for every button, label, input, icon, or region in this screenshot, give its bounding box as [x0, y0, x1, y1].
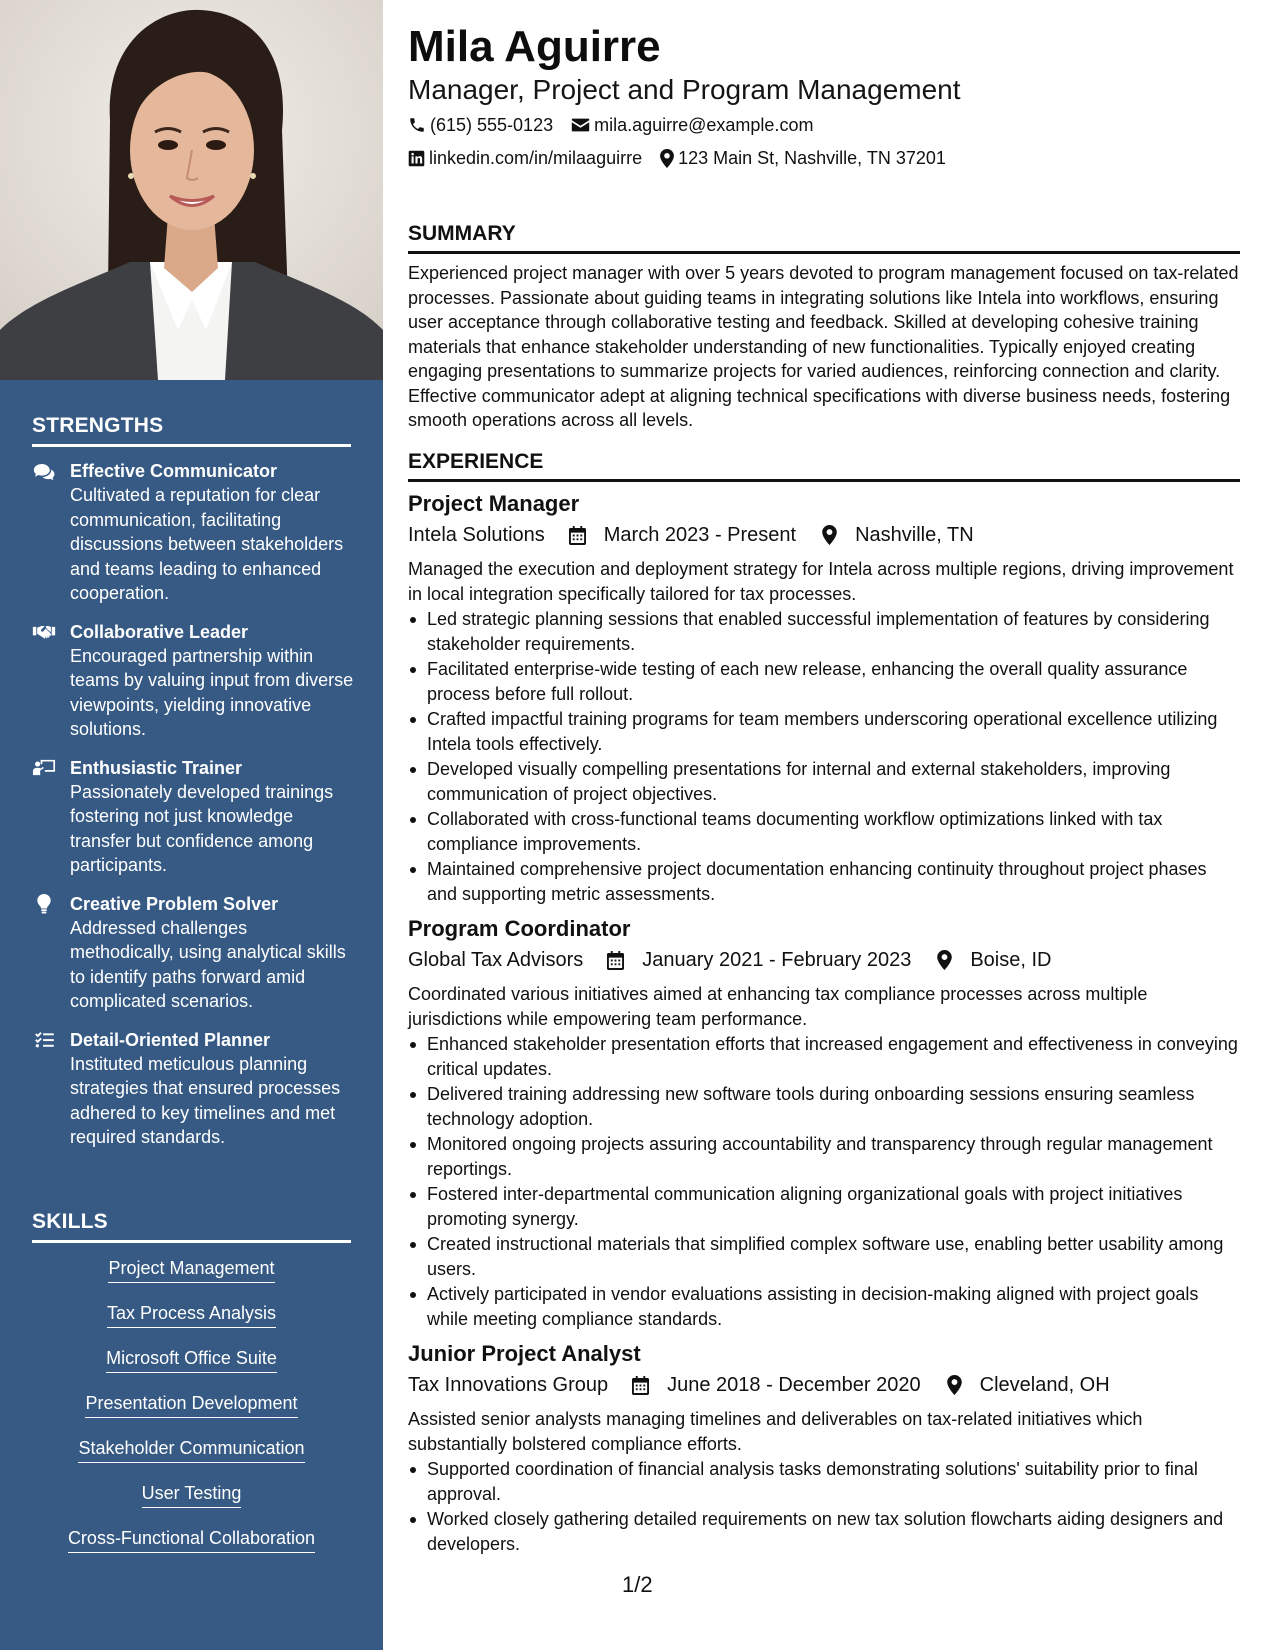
job-bullets — [408, 1032, 1240, 1331]
job-bullet: Created instructional materials that simplified complex software use, enabling better usability among users. — [408, 1232, 1240, 1281]
job-bullet: Monitored ongoing projects assuring accountability and transparency through regular management reportings. — [408, 1132, 1240, 1181]
strength-title: Detail-Oriented Planner — [70, 1029, 271, 1050]
address-item — [660, 148, 946, 169]
calendar-icon — [557, 526, 594, 545]
skill-item — [32, 1481, 351, 1526]
job-description: Managed the execution and deployment strategy for Intela across multiple regions, driving improvement in local integration specifically tailored for tax processes. — [408, 559, 1234, 604]
job-location: Cleveland, OH — [979, 1374, 1110, 1396]
skill-item — [32, 1256, 351, 1301]
linkedin-text[interactable]: linkedin.com/in/milaaguirre — [429, 147, 643, 168]
skill-label: Microsoft Office Suite — [106, 1346, 277, 1373]
strengths-list — [32, 459, 354, 1164]
job-meta — [408, 520, 1240, 550]
job-company: Global Tax Advisors — [408, 949, 584, 971]
lightbulb-icon — [32, 895, 56, 913]
job-description: Coordinated various initiatives aimed at enhancing tax compliance processes across multiple jurisdictions while empowering team performance. — [408, 984, 1148, 1029]
job-bullet: Supported coordination of financial analysis tasks demonstrating solutions' suitability prior to final approval. — [408, 1457, 1240, 1506]
map-marker-icon — [810, 525, 845, 545]
calendar-icon — [595, 951, 632, 970]
summary-heading: SUMMARY — [408, 222, 1240, 254]
job-location: Boise, ID — [970, 949, 1052, 971]
job-bullet: Delivered training addressing new software tools during onboarding sessions ensuring seamless technology adoption. — [408, 1082, 1240, 1131]
job-title: Program Coordinator — [408, 916, 631, 941]
job-entry — [408, 1340, 1240, 1556]
job-company: Tax Innovations Group — [408, 1374, 609, 1396]
phone-icon — [408, 116, 426, 134]
strength-item — [32, 756, 354, 878]
strength-title: Enthusiastic Trainer — [70, 757, 243, 778]
job-entry — [408, 915, 1240, 1331]
job-dates: January 2021 - February 2023 — [642, 949, 912, 971]
map-marker-icon — [935, 1375, 970, 1395]
job-bullet: Worked closely gathering detailed requirements on new tax solution flowcharts aiding designers and developers. — [408, 1507, 1240, 1556]
comments-icon — [32, 462, 56, 480]
strength-title: Collaborative Leader — [70, 621, 249, 642]
skill-label: Project Management — [108, 1256, 274, 1283]
job-company: Intela Solutions — [408, 524, 545, 546]
email-text[interactable]: mila.aguirre@example.com — [594, 114, 814, 135]
email-item[interactable] — [571, 115, 813, 136]
skill-item — [32, 1391, 351, 1436]
linkedin-icon — [408, 150, 425, 167]
job-meta — [408, 945, 1240, 975]
strength-description: Encouraged partnership within teams by valuing input from diverse viewpoints, yielding innovative solutions. — [70, 645, 354, 739]
job-dates: March 2023 - Present — [603, 524, 797, 546]
list-check-icon — [32, 1031, 56, 1049]
strengths-heading: STRENGTHS — [32, 414, 351, 447]
experience-list — [408, 490, 1240, 1565]
job-bullet: Maintained comprehensive project documentation enhancing continuity throughout project phases and supporting metric assessments. — [408, 857, 1240, 906]
skills-list — [32, 1256, 351, 1571]
strength-description: Addressed challenges methodically, using analytical skills to identify paths forward amid complicated scenarios. — [70, 917, 346, 1011]
job-dates: June 2018 - December 2020 — [667, 1374, 921, 1396]
job-bullets — [408, 1457, 1240, 1556]
job-title: Project Manager — [408, 491, 580, 516]
job-title: Junior Project Analyst — [408, 1341, 641, 1366]
strength-item — [32, 459, 354, 606]
map-marker-icon — [925, 950, 960, 970]
skill-item — [32, 1526, 351, 1571]
job-entry — [408, 490, 1240, 906]
job-description: Assisted senior analysts managing timelines and deliverables on tax-related initiatives which substantially bolstered compliance efforts. — [408, 1409, 1143, 1454]
job-location: Nashville, TN — [855, 524, 974, 546]
skill-label: Cross-Functional Collaboration — [68, 1526, 315, 1553]
phone-item — [408, 115, 553, 136]
contact-row — [408, 113, 831, 137]
envelope-icon — [571, 117, 590, 133]
handshake-icon — [32, 623, 56, 641]
page-number: 1/2 — [622, 1572, 653, 1597]
candidate-title: Manager, Project and Program Management — [408, 74, 961, 105]
job-meta — [408, 1370, 1240, 1400]
sidebar — [0, 0, 383, 1650]
strength-item — [32, 1028, 354, 1150]
experience-heading: EXPERIENCE — [408, 450, 1240, 482]
skill-item — [32, 1346, 351, 1391]
job-bullet: Developed visually compelling presentations for internal and external stakeholders, improving communication of project objectives. — [408, 757, 1240, 806]
job-bullets — [408, 607, 1240, 906]
strength-item — [32, 892, 354, 1014]
calendar-icon — [620, 1376, 657, 1395]
linkedin-item[interactable] — [408, 148, 642, 169]
summary-text: Experienced project manager with over 5 years devoted to program management focused on tax-related processes. Passionate about guiding teams in integrating solutions like Intela into workflows, ensuring user acceptance through collaborative testing and feedback. Skilled at developing cohesive training materials that enhance stakeholder understanding of new functionalities. Typically enjoyed creating engaging presentations to summarize projects for varied audiences, reinforcing connection and clarity. Effective communicator adept at aligning technical specifications with diverse business needs, fostering smooth operations across all levels. — [408, 263, 1239, 430]
map-marker-icon — [660, 149, 674, 168]
job-bullet: Collaborated with cross-functional teams documenting workflow optimizations linked with tax compliance improvements. — [408, 807, 1240, 856]
phone-text: (615) 555-0123 — [430, 114, 554, 135]
job-bullet: Facilitated enterprise-wide testing of each new release, enhancing the overall quality assurance process before full rollout. — [408, 657, 1240, 706]
job-bullet: Led strategic planning sessions that enabled successful implementation of features by considering stakeholder requirements. — [408, 607, 1240, 656]
strength-item — [32, 620, 354, 742]
strength-title: Effective Communicator — [70, 461, 278, 481]
job-bullet: Enhanced stakeholder presentation efforts that increased engagement and effectiveness in conveying critical updates. — [408, 1032, 1240, 1081]
address-text: 123 Main St, Nashville, TN 37201 — [678, 147, 946, 168]
skill-label: Presentation Development — [85, 1391, 297, 1418]
skill-item — [32, 1436, 351, 1481]
strength-title: Creative Problem Solver — [70, 893, 279, 914]
skills-heading: SKILLS — [32, 1210, 351, 1243]
strength-description: Cultivated a reputation for clear communication, facilitating discussions between stakeholders and teams leading to enhanced cooperation. — [70, 485, 344, 603]
job-bullet: Actively participated in vendor evaluations assisting in decision-making aligned with project goals while meeting compliance standards. — [408, 1282, 1240, 1331]
profile-photo — [0, 0, 383, 380]
contact-row — [408, 146, 964, 170]
skill-label: Tax Process Analysis — [107, 1301, 276, 1328]
candidate-name: Mila Aguirre — [408, 22, 661, 71]
strength-description: Passionately developed trainings fostering not just knowledge transfer but confidence among participants. — [70, 781, 334, 875]
skill-label: Stakeholder Communication — [78, 1436, 304, 1463]
strength-description: Instituted meticulous planning strategies that ensured processes adhered to key timelines and met required standards. — [70, 1053, 341, 1147]
chalkboard-teacher-icon — [32, 759, 56, 777]
job-bullet: Fostered inter-departmental communication aligning organizational goals with project initiatives promoting synergy. — [408, 1182, 1240, 1231]
job-bullet: Crafted impactful training programs for team members underscoring operational excellence utilizing Intela tools effectively. — [408, 707, 1240, 756]
skill-label: User Testing — [142, 1481, 242, 1508]
skill-item — [32, 1301, 351, 1346]
